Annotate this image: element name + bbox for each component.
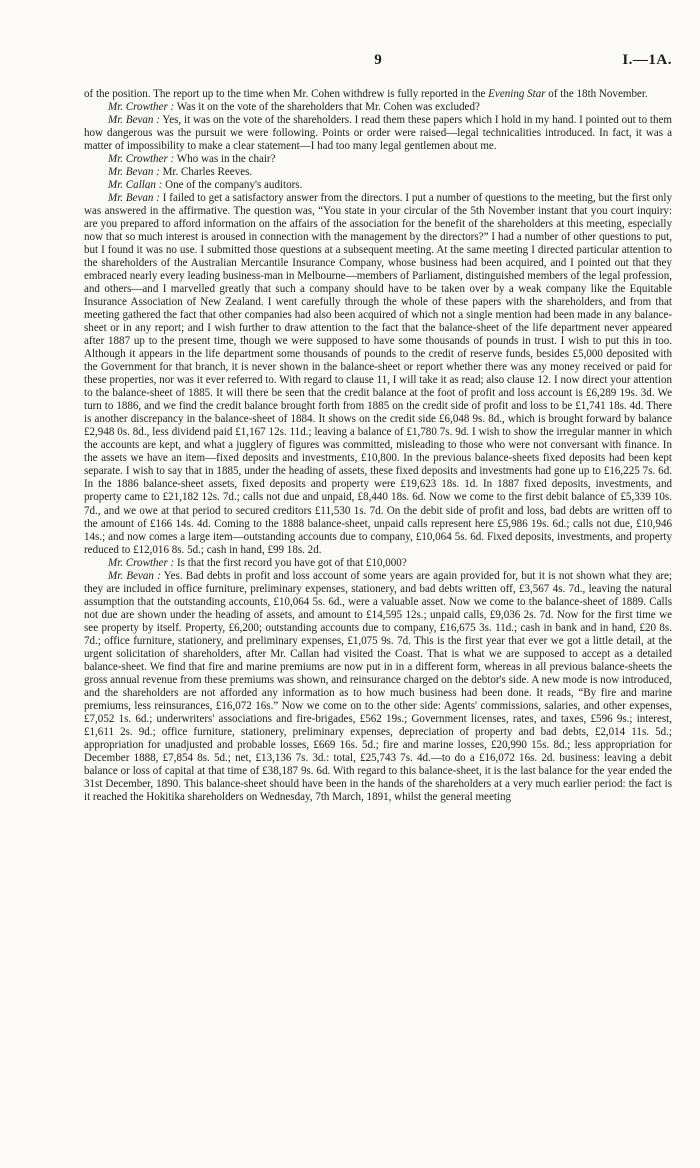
speaker-name: Mr. Crowther : [108,101,175,114]
paragraph-text: Mr. Charles Reeves. [159,166,253,179]
paragraph [84,88,672,101]
paragraph [84,557,672,570]
paragraph-text: One of the company's auditors. [162,179,303,192]
speaker-name: Mr. Bevan : [108,114,160,127]
speaker-name: Mr. Bevan : [108,166,160,179]
paragraph-text: Yes. Bad debts in profit and loss account of some years are again provided for, but it is not shown what they are; they are included in office furniture, preliminary expenses, stationery, and bad debts written off, £3,567 4s. 7d., leaving the natural assumption that the outstanding accounts, £10,064 5s. 6d., were a valuable asset. Now we come to the balance-sheet of 1889. Calls not due are shown under the heading of assets, and amount to £14,595 12s.; unpaid calls, £9,036 2s. 7d. Now for the first time we see property by itself. Property, £6,200; outstanding accounts due to company, £16,675 3s. 11d.; cash in bank and in hand, £20 8s. 7d.; office furniture, stationery, and preliminary expenses, £1,075 9s. 7d. This is the first year that ever we got a little detail, at the urgent solicitation of shareholders, after Mr. Callan had visited the Coast. That is what we are supposed to accept as a detailed balance-sheet. We find that fire and marine premiums are now put in in a different form, whereas in all previous balance-sheets the gross annual revenue from these premiums was shown, and reinsurance charged on the debtor's side. A new mode is now introduced, and the shareholders are not afforded any information as to how much business had been done. It reads, “By fire and marine premiums, less reinsurances, £16,072 16s.” Now we come on to the other side: Agents' commissions, salaries, and other expenses, £7,052 1s. 6d.; underwriters' associations and fire-brigades, £562 19s.; Government licenses, rates, and taxes, £596 9s.; interest, £1,611 2s. 9d.; office furniture, stationery, preliminary expenses, depreciation of property and bad debts, £2,014 11s. 5d.; appropriation for unadjusted and probable losses, £669 16s. 5d.; fire and marine losses, £20,990 15s. 8d.; less appropriation for December 1888, £7,854 8s. 5d.; net, £13,136 7s. 3d.: total, £25,743 7s. 4d.—to do a £16,072 16s. 2d. business: leaving a debit balance or loss of capital at that time of £38,187 9s. 6d. With regard to this balance-sheet, it is the last balance for the year ended the 31st December, 1890. This balance-sheet should have been in the hands of the shareholders at a very much earlier period: the fact is it reached the Hokitika shareholders on Wednesday, 7th March, 1891, whilst the general meeting [84,569,672,803]
paragraph-text: Was it on the vote of the shareholders that Mr. Cohen was excluded? [174,101,480,114]
speaker-name: Mr. Bevan : [108,569,161,582]
page-header [84,52,672,74]
paragraph [84,153,672,166]
paragraph [84,179,672,192]
paragraph [84,570,672,804]
page-number: 9 [374,52,382,68]
newspaper-title: Evening Star [488,88,546,100]
document-body [84,88,672,804]
speaker-name: Mr. Crowther : [108,556,175,569]
paragraph [84,114,672,153]
speaker-name: Mr. Callan : [108,179,163,192]
paragraph [84,166,672,179]
paragraph-text: Yes, it was on the vote of the shareholders. I read them these papers which I hold in my hand. I pointed out to them how dangerous was the pursuit we were following. Points or order were raised—legal technicalities introduced. In fact, it was a matter of impossibility to make a clear statement—I had too many legal gentlemen about me. [84,114,673,153]
paragraph-text: Who was in the chair? [174,153,276,166]
paragraph-text: of the position. The report up to the time when Mr. Cohen withdrew is fully reported in the [84,88,489,100]
paragraph [84,192,672,556]
document-reference: I.—1A. [622,52,672,68]
paragraph [84,101,672,114]
speaker-name: Mr. Crowther : [108,153,175,166]
speaker-name: Mr. Bevan : [108,192,160,205]
paragraph-text: I failed to get a satisfactory answer from the directors. I put a number of questions to the meeting, but the first only was answered in the affirmative. The question was, “You state in your circular of the 5th November instant that you court inquiry: are you prepared to afford information on the affairs of the association for the benefit of the shareholders at this meeting, especially now that so much interest is aroused in connection with the management by the directors?” I had a number of other questions to put, but I found it was no use. I submitted those questions at a subsequent meeting. At the same meeting I directed particular attention to the shareholders of the Australian Mercantile Insurance Company, whose business had been acquired, and I pointed out that they embraced nearly every leading business-man in Melbourne—members of Parliament, distinguished members of the legal profession, and others—and I marvelled greatly that such a company should have to be taken over by a weak company like the Equitable Insurance Association of New Zealand. I went carefully through the whole of these papers with the shareholders, and from that meeting gathered the fact that other companies had also been acquired of which not a single mention had been made in any balance-sheet or in any report; and I wish further to draw attention to the fact that the balance-sheet of the life department never appeared after 1887 up to the present time, though we were supposed to have some thousands of pounds in trust. I wish to put this in too. Although it appears in the life department some thousands of pounds to the credit of reserve funds, besides £5,000 deposited with the Government for that branch, it is never shown in the balance-sheet or report whether there was any money received or paid for these properties, nor was it ever referred to. With regard to clause 11, I will take it as read; also clause 12. I now direct your attention to the balance-sheet of 1885. It will there be seen that the credit balance at the foot of profit and loss account is £6,289 19s. 3d. We turn to 1886, and we find the credit balance brought forth from 1885 on the credit side of profit and loss to be £1,741 18s. 4d. There is another discrepancy in the balance-sheet of 1884. It shows on the credit side £6,048 9s. 8d., which is brought forward by balance £2,948 0s. 8d., less dividend paid £1,167 12s. 11d.; leaving a balance of £1,780 7s. 9d. I wish to show the irregular manner in which the accounts are kept, and what a jugglery of figures was committed, misleading to those who were not conversant with finance. In the assets we have an item—fixed deposits and investments, £10,800. In the previous balance-sheets fixed deposits had been kept separate. I wish to say that in 1885, under the heading of assets, these fixed deposits and investments had gone up to £16,225 7s. 6d. In the 1886 balance-sheet assets, fixed deposits and property were £19,623 18s. 1d. In 1887 fixed deposits, investments, and property came to £21,182 12s. 7d.; calls not due and unpaid, £8,440 18s. 6d. Now we come to the first debit balance of £5,339 10s. 7d., and we owe at that period to secured creditors £11,530 1s. 7d. On the debit side of profit and loss, bad debts are written off to the amount of £166 14s. 4d. Coming to the 1888 balance-sheet, unpaid calls represent here £5,986 19s. 6d.; calls not due, £10,946 14s.; and now comes a large item—outstanding accounts due to company, £10,064 5s. 6d. Fixed deposits, investments, and property reduced to £12,016 8s. 5d.; cash in hand, £99 18s. 2d. [84,192,672,556]
paragraph-text: Is that the first record you have got of that £10,000? [174,556,407,569]
paragraph-text: of the 18th November. [545,88,648,100]
